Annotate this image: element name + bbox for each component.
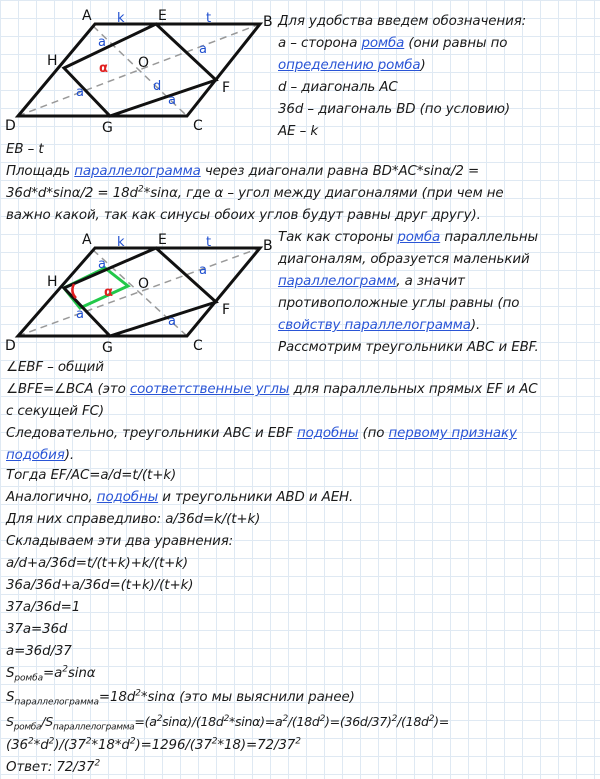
vertex-e: E [158, 8, 167, 24]
figure-2-parallelogram [0, 228, 280, 358]
area-line-3: важно какой, так как синусы обоих углов будут равны друг другу). [6, 208, 481, 223]
side-a-label-2-2: a [199, 263, 207, 278]
link-parallelogram[interactable]: параллелограмма [74, 164, 201, 179]
body-line-4: Следовательно, треугольники ABC и EBF подобны (по первому признаку [6, 426, 517, 441]
body-line-8: Для них справедливо: a/36d=k/(t+k) [6, 512, 261, 527]
body-line-17: $S_{ромба}/S_{параллелограмма}=(a^2\sin\alpha)/(18d^2*\sin\alpha)=a^2/(18d^2)=(36d/37)^2/(18d^2)=$ [6, 713, 450, 733]
body-line-10: a/d+a/36d=t/(t+k)+k/(t+k) [6, 556, 189, 571]
link-parallelogram-property[interactable]: свойству параллелограмма [278, 318, 471, 333]
answer-line: Ответ: $72/37^2$ [6, 758, 101, 775]
segment-t-label-2: t [206, 235, 212, 250]
side-a-label-2-1: a [98, 257, 106, 272]
segment-k-label-2: k [117, 235, 125, 250]
vertex-a: A [82, 8, 92, 24]
side-a-label-2: a [199, 42, 207, 57]
vertex-g-2: G [102, 340, 113, 356]
vertex-f-2: F [222, 302, 231, 318]
body-line-6: Тогда EF/AC=a/d=t/(t+k) [6, 468, 177, 483]
body-line-13: 37a=36d [6, 622, 68, 637]
alpha-label: α [99, 61, 108, 76]
side-a-label-2-4: a [168, 314, 176, 329]
body-line-1: ∠EBF – общий [6, 360, 104, 375]
alpha-label-2: α [104, 285, 113, 300]
body-line-2: ∠BFE=∠BCA (это соответственные углы для параллельных прямых EF и AC [6, 382, 538, 397]
vertex-h: H [47, 53, 58, 69]
link-parallelogram-2[interactable]: параллелограмм [278, 274, 397, 289]
side-a-label-1: a [98, 35, 106, 50]
side-a-label-4: a [168, 93, 176, 108]
angle-arc [72, 284, 76, 298]
vertex-c-2: C [193, 338, 203, 354]
side-line-6: Рассмотрим треугольники ABC и EBF. [278, 340, 539, 355]
vertex-a-2: A [82, 232, 92, 248]
side-a-label-2-3: a [76, 307, 84, 322]
link-first-criterion[interactable]: первому признаку [388, 426, 517, 441]
link-rhombus[interactable]: ромба [361, 36, 405, 51]
body-line-3: с секущей FC) [6, 404, 105, 419]
vertex-o-2: O [138, 276, 150, 292]
figure-1-parallelogram [0, 0, 280, 140]
intro-line-4: d – диагональ AC [278, 80, 398, 95]
body-line-14: a=36d/37 [6, 644, 72, 659]
link-similarity[interactable]: подобия [6, 448, 65, 463]
vertex-g: G [102, 120, 113, 136]
area-line-1: Площадь параллелограмма через диагонали равна BD*AC*sinα/2 = [6, 164, 480, 179]
intro-line-5: 36d – диагональ BD (по условию) [278, 102, 511, 117]
vertex-f: F [222, 80, 231, 96]
link-rhombus-definition[interactable]: определению ромба [278, 58, 421, 73]
vertex-b: B [263, 14, 273, 30]
side-line-5: свойству параллелограмма). [278, 318, 481, 333]
body-line-5: подобия). [6, 448, 74, 463]
side-a-label-3: a [76, 85, 84, 100]
body-line-9: Складываем эти два уравнения: [6, 534, 234, 549]
link-similar[interactable]: подобны [297, 426, 359, 441]
vertex-d-2: D [5, 338, 16, 354]
body-line-11: 36a/36d+a/36d=(t+k)/(t+k) [6, 578, 194, 593]
body-line-12: 37a/36d=1 [6, 600, 81, 615]
body-line-15: $S_{ромба}=a^2\sin\alpha$ [6, 664, 96, 684]
vertex-c: C [193, 118, 203, 134]
body-line-7: Аналогично, подобны и треугольники ABD и AEH. [6, 490, 354, 505]
body-line-16: $S_{параллелограмма}=18d^2*\sin\alpha$ (это мы выяснили ранее) [6, 688, 355, 708]
intro-line-3: определению ромба) [278, 58, 426, 73]
segment-k-label: k [117, 11, 125, 26]
side-line-3: параллелограмм, а значит [278, 274, 465, 289]
area-line-2: $36d*d*\sin\alpha/2 = 18d^2*\sin\alpha$, где α – угол между диагоналями (при чем не [6, 184, 504, 201]
vertex-o: O [138, 55, 150, 71]
intro-line-2: a – сторона ромба (они равны по [278, 36, 508, 51]
vertex-d: D [5, 118, 16, 134]
side-line-2: диагоналям, образуется маленький [278, 252, 530, 267]
segment-t-label: t [206, 11, 212, 26]
link-corresponding-angles[interactable]: соответственные углы [129, 382, 290, 397]
body-line-18: $(36^2*d^2)/(37^2*18*d^2)=1296/(37^2*18)=72/37^2$ [6, 736, 301, 753]
intro-line-6: AE – k [278, 124, 318, 139]
intro-line-1: Для удобства введем обозначения: [278, 14, 527, 29]
vertex-b-2: B [263, 238, 273, 254]
link-similar-2[interactable]: подобны [96, 490, 159, 505]
vertex-h-2: H [47, 274, 58, 290]
side-line-4: противоположные углы равны (по [278, 296, 520, 311]
side-line-1: Так как стороны ромба параллельны [278, 230, 539, 245]
vertex-e-2: E [158, 232, 167, 248]
diag-d-label: d [153, 79, 162, 94]
link-rhombus-2[interactable]: ромба [397, 230, 441, 245]
eb-line: EB – t [6, 142, 44, 157]
